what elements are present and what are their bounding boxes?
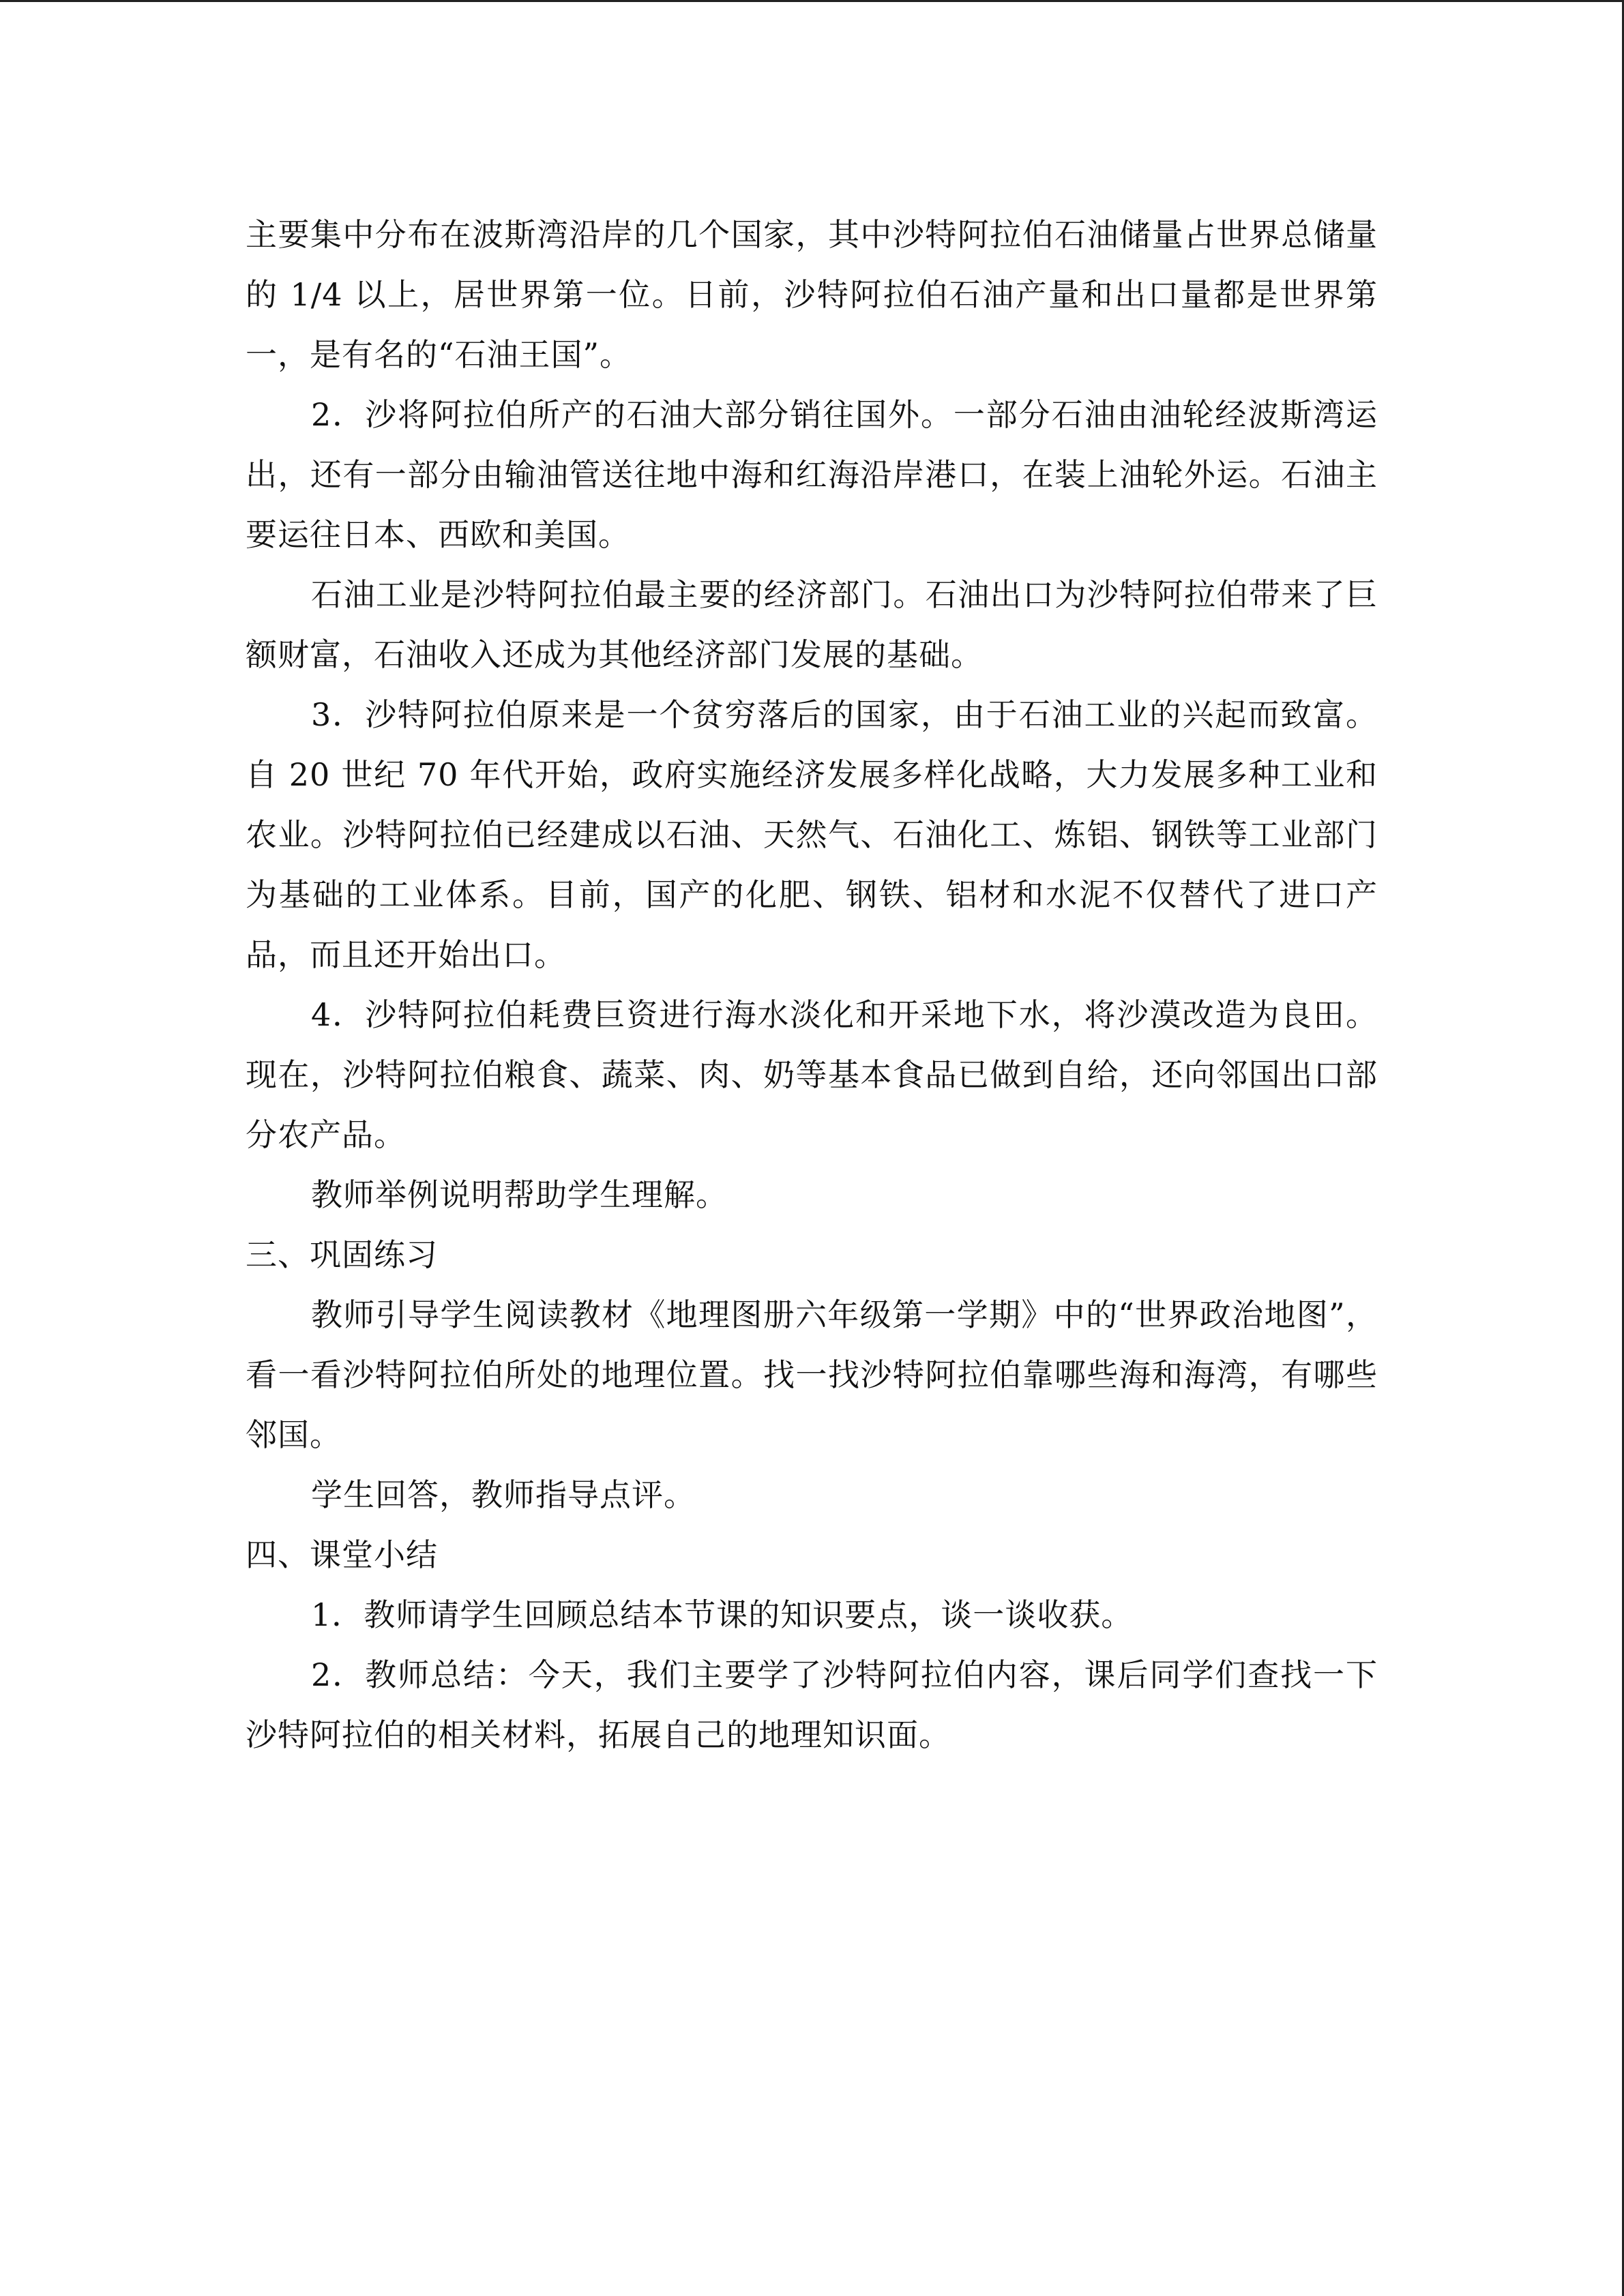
paragraph-1: 主要集中分布在波斯湾沿岸的几个国家，其中沙特阿拉伯石油储量占世界总储量的 1/4 以上，居世界第一位。日前，沙特阿拉伯石油产量和出口量都是世界第一，是有名的“石油王国”。	[246, 216, 1378, 373]
paragraph-11: 1．教师请学生回顾总结本节课的知识要点，谈一谈收获。	[311, 1596, 1134, 1633]
paragraph-9: 学生回答，教师指导点评。	[311, 1476, 696, 1513]
paragraph-4: 3．沙特阿拉伯原来是一个贫穷落后的国家，由于石油工业的兴起而致富。自 20 世纪 70 年代开始，政府实施经济发展多样化战略，大力发展多种工业和农业。沙特阿拉伯已经建成以石油、天然气、石油化工、炼铝、钢铁等工业部门为基础的工业体系。目前，国产的化肥、钢铁、铝材和水泥不仅替代了进口产品，而且还开始出口。	[246, 696, 1378, 973]
paragraph-12: 2．教师总结：今天，我们主要学了沙特阿拉伯内容，课后同学们查找一下沙特阿拉伯的相关材料，拓展自己的地理知识面。	[246, 1656, 1378, 1753]
section-heading-practice: 三、巩固练习	[246, 1236, 438, 1273]
paragraph-6: 教师举例说明帮助学生理解。	[311, 1176, 728, 1213]
paragraph-3: 石油工业是沙特阿拉伯最主要的经济部门。石油出口为沙特阿拉伯带来了巨额财富，石油收入还成为其他经济部门发展的基础。	[246, 576, 1378, 673]
paragraph-5: 4．沙特阿拉伯耗费巨资进行海水淡化和开采地下水，将沙漠改造为良田。现在，沙特阿拉伯粮食、蔬菜、肉、奶等基本食品已做到自给，还向邻国出口部分农产品。	[246, 996, 1378, 1153]
document-body	[246, 205, 1378, 1765]
page-border-top	[0, 0, 1624, 2]
paragraph-2: 2．沙将阿拉伯所产的石油大部分销往国外。一部分石油由油轮经波斯湾运出，还有一部分由输油管送往地中海和红海沿岸港口，在装上油轮外运。石油主要运往日本、西欧和美国。	[246, 396, 1378, 553]
paragraph-8: 教师引导学生阅读教材《地理图册六年级第一学期》中的“世界政治地图”，看一看沙特阿拉伯所处的地理位置。找一找沙特阿拉伯靠哪些海和海湾，有哪些邻国。	[246, 1296, 1378, 1453]
section-heading-summary: 四、课堂小结	[246, 1536, 438, 1573]
